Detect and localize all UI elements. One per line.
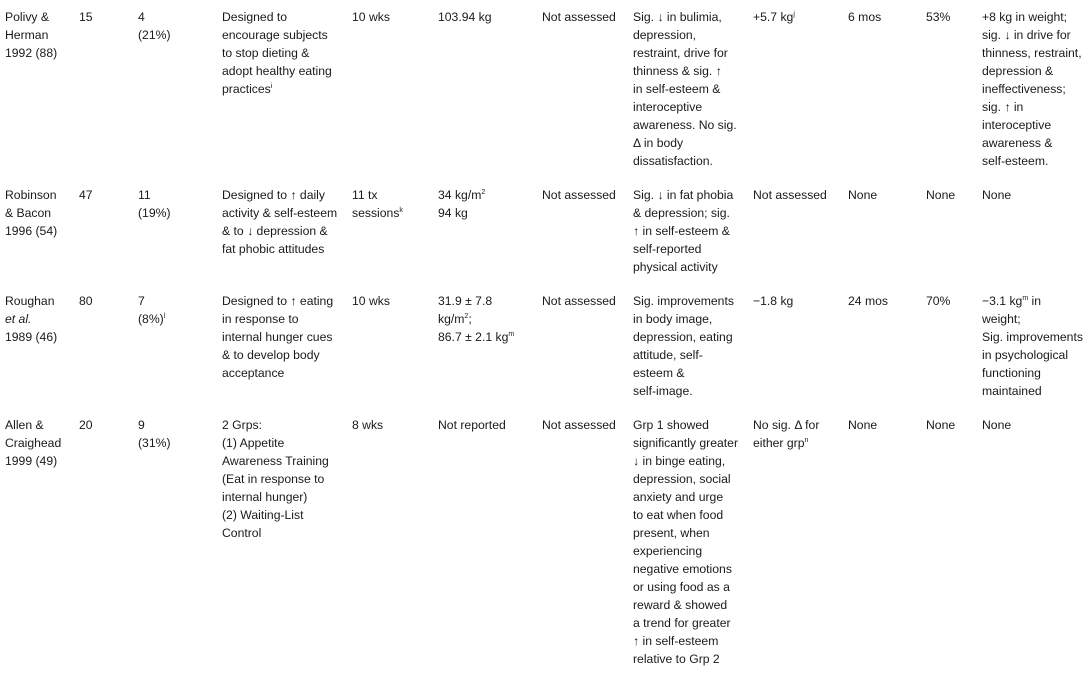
retention-cell: 53% — [926, 10, 951, 24]
bmi-value: 34 kg/m — [438, 188, 482, 202]
intervention-cell — [222, 8, 347, 98]
footnote-marker: m — [508, 331, 515, 338]
dropouts-count: 7 — [138, 294, 145, 308]
study-author: Polivy & — [5, 10, 50, 24]
intervention-text: Designed to encourage subjects to stop dieting & adopt healthy eating practices — [222, 10, 332, 96]
psych-outcomes-cell: Sig. ↓ in fat phobia & depression; sig. ↑ in self-esteem & self-reported physical activity — [633, 188, 734, 274]
followup-cell: None — [848, 188, 878, 202]
followup-text: weight; Sig. improvements in psychological functioning maintained — [982, 312, 1083, 398]
psych-outcomes-cell: Grp 1 showed significantly greater ↓ in binge eating, depression, social anxiety and urge to eat when food present, when experiencing negative emotions or using food as a reward & showed a trend for greater ↑ in self-esteem relative to Grp 2 — [633, 418, 738, 666]
baseline-weight-cell: Not reported — [438, 418, 506, 432]
intervention-cell: Designed to ↑ daily activity & self-esteem & to ↓ depression & fat phobic attitudes — [222, 188, 338, 256]
psych-outcomes-cell: Sig. improvements in body image, depression, eating attitude, self- esteem & self-image. — [633, 294, 734, 398]
dropouts-cell: 4 (21%) — [138, 10, 171, 42]
followup-text: in — [1028, 294, 1042, 308]
study-author: Herman — [5, 28, 49, 42]
weight-change-cell — [753, 416, 843, 452]
retention-cell: None — [926, 188, 956, 202]
baseline-weight-cell — [438, 292, 538, 346]
weight-change-text: No sig. Δ for — [753, 418, 820, 432]
bmi-unit: kg/m — [438, 312, 465, 326]
retention-cell: 70% — [926, 294, 951, 308]
sample-size-cell: 20 — [79, 418, 93, 432]
sample-size-cell: 15 — [79, 10, 93, 24]
study-author: Roughan — [5, 294, 55, 308]
assessment-cell: Not assessed — [542, 188, 616, 202]
sample-size-cell: 80 — [79, 294, 93, 308]
footnote-marker: m — [1022, 295, 1029, 302]
weight-change-cell: Not assessed — [753, 188, 827, 202]
footnote-marker: k — [399, 207, 403, 214]
weight-change-text: +5.7 kg — [753, 10, 794, 24]
study-author: & Bacon — [5, 206, 52, 220]
study-cell — [5, 8, 75, 62]
superscript: 2 — [481, 189, 486, 196]
duration-cell: 10 wks — [352, 294, 390, 308]
bmi-value: 31.9 ± 7.8 — [438, 294, 493, 308]
followup-outcomes-cell: None — [982, 418, 1012, 432]
study-year-ref: 1992 (88) — [5, 46, 58, 60]
assessment-cell: Not assessed — [542, 294, 616, 308]
dropouts-cell: 11 (19%) — [138, 188, 171, 220]
duration-cell: 8 wks — [352, 418, 384, 432]
study-author: Allen & — [5, 418, 44, 432]
dropouts-cell: 9 (31%) — [138, 418, 171, 450]
intervention-cell: Designed to ↑ eating in response to internal hunger cues & to develop body acceptance — [222, 294, 334, 380]
followup-outcomes-cell — [982, 292, 1086, 400]
study-cell — [5, 416, 75, 470]
dropouts-cell — [138, 292, 218, 328]
study-year-ref: 1989 (46) — [5, 330, 58, 344]
followup-cell: 24 mos — [848, 294, 888, 308]
assessment-cell: Not assessed — [542, 418, 616, 432]
study-author: Craighead — [5, 436, 62, 450]
punctuation: ; — [468, 312, 472, 326]
footnote-marker: n — [804, 437, 809, 444]
duration-cell: 10 wks — [352, 10, 390, 24]
footnote-marker: j — [793, 11, 795, 18]
baseline-weight-cell — [438, 186, 538, 222]
retention-cell: None — [926, 418, 956, 432]
psych-outcomes-cell: Sig. ↓ in bulimia, depression, restraint, drive for thinness & sig. ↑ in self-esteem & interoceptive awareness. No sig. Δ in body dissatisfaction. — [633, 10, 737, 168]
study-author-etal: et al. — [5, 312, 32, 326]
followup-outcomes-cell: +8 kg in weight; sig. ↓ in drive for thinness, restraint, depression & ineffectiveness; sig. ↑ in interoceptive awareness & self-esteem. — [982, 10, 1082, 168]
followup-cell: None — [848, 418, 878, 432]
intervention-cell: 2 Grps: (1) Appetite Awareness Training (Eat in response to internal hunger) (2) Waiting-List Control — [222, 418, 329, 540]
study-cell — [5, 292, 75, 346]
study-year-ref: 1999 (49) — [5, 454, 58, 468]
footnote-marker: i — [270, 83, 273, 90]
followup-outcomes-cell: None — [982, 188, 1012, 202]
study-author: Robinson — [5, 188, 57, 202]
baseline-weight-cell: 103.94 kg — [438, 10, 492, 24]
study-year-ref: 1996 (54) — [5, 224, 58, 238]
sample-size-cell: 47 — [79, 188, 93, 202]
followup-cell: 6 mos — [848, 10, 882, 24]
weight-change-cell: −1.8 kg — [753, 294, 794, 308]
study-cell — [5, 186, 75, 240]
superscript: 2 — [464, 313, 469, 320]
weight-change-text: either grp — [753, 436, 805, 450]
footnote-marker: l — [163, 313, 166, 320]
duration-cell — [352, 186, 434, 222]
weight-value: 86.7 ± 2.1 kg — [438, 330, 509, 344]
duration-text: 11 tx sessions — [352, 188, 400, 220]
dropouts-percent: (8%) — [138, 312, 164, 326]
followup-weight-change: −3.1 kg — [982, 294, 1023, 308]
assessment-cell: Not assessed — [542, 10, 616, 24]
weight-change-cell — [753, 8, 843, 26]
weight-value: 94 kg — [438, 206, 468, 220]
